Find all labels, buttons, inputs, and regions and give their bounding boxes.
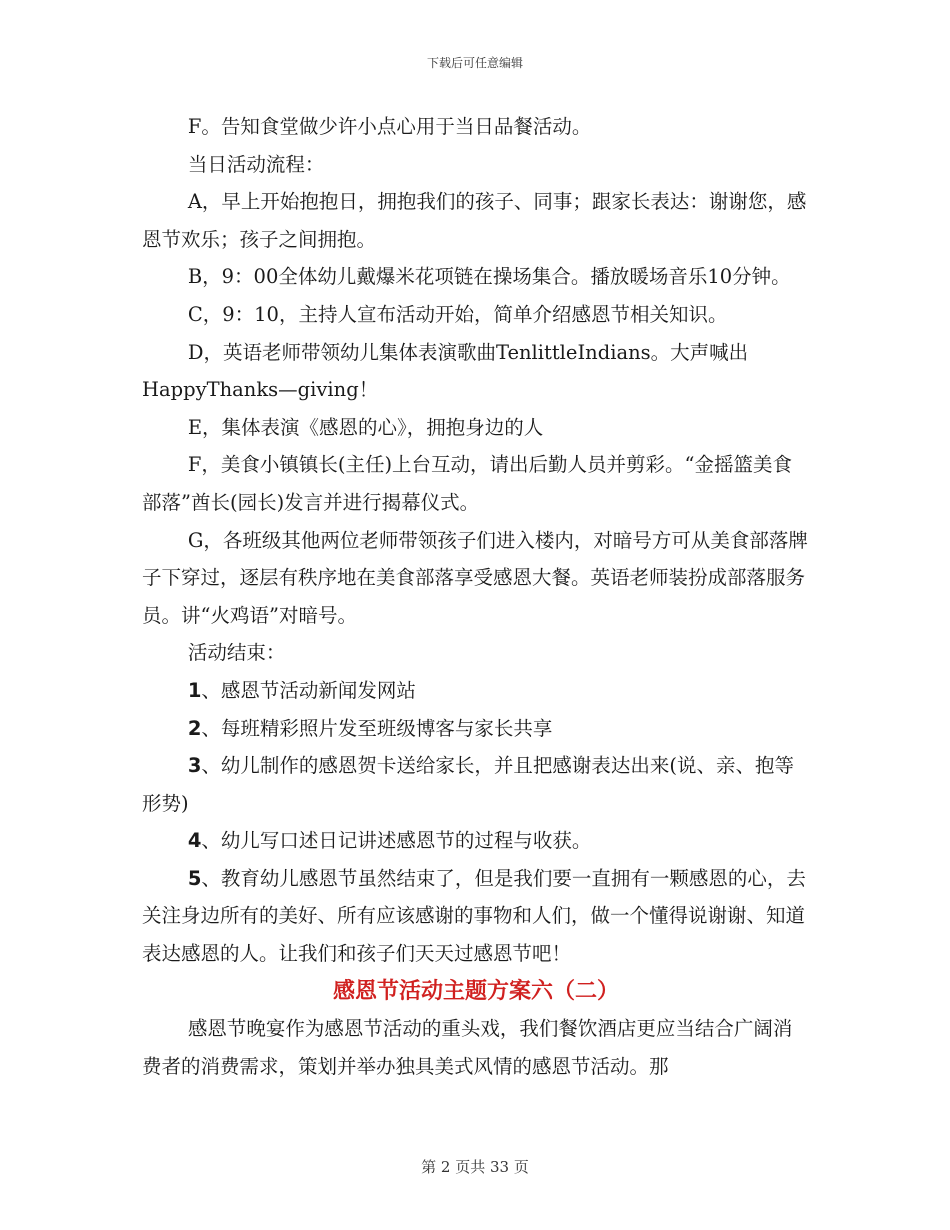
paragraph-b: B，9：00全体幼儿戴爆米花项链在操场集合。播放暖场音乐10分钟。 — [187, 265, 791, 289]
list-item-text: 、幼儿制作的感恩贺卡送给家长，并且把感谢表达出来(说、亲、抱等形势) — [142, 754, 794, 815]
list-item-number: 5 — [187, 866, 202, 890]
paragraph-end-title: 活动结束： — [187, 641, 286, 665]
paragraph-g: G，各班级其他两位老师带领孩子们进入楼内，对暗号方可从美食部落牌子下穿过，逐层有秩序地在美食部落享受感恩大餐。英语老师装扮成部落服务员。讲“火鸡语”对暗号。 — [142, 528, 808, 627]
list-item-number: 1 — [187, 678, 202, 702]
list-item-number: 2 — [187, 716, 202, 740]
page-footer: 第 2 页共 33 页 — [421, 1158, 529, 1176]
list-item — [142, 822, 810, 860]
paragraph-c: C，9：10，主持人宣布活动开始，简单介绍感恩节相关知识。 — [187, 302, 728, 326]
list-item-number: 3 — [187, 754, 202, 778]
paragraph-a: A，早上开始抱抱日，拥抱我们的孩子、同事；跟家长表达：谢谢您，感恩节欢乐；孩子之间拥抱。 — [142, 190, 807, 251]
list-item-text: 、每班精彩照片发至班级博客与家长共享 — [201, 716, 553, 740]
paragraph-f-mayor: F，美食小镇镇长(主任)上台互动，请出后勤人员并剪彩。“金摇篮美食部落”酋长(园长)发言并进行揭幕仪式。 — [142, 453, 793, 514]
list-item-number: 4 — [187, 829, 202, 853]
list-item — [142, 672, 810, 710]
document-body — [142, 108, 810, 1085]
section-heading: 感恩节活动主题方案六（二） — [332, 978, 619, 1004]
list-item-text: 、感恩节活动新闻发网站 — [201, 678, 416, 702]
list-item — [142, 747, 810, 822]
paragraph-final: 感恩节晚宴作为感恩节活动的重头戏，我们餐饮酒店更应当结合广阔消费者的消费需求，策划并举办独具美式风情的感恩节活动。那 — [142, 1017, 793, 1078]
paragraph-d: D，英语老师带领幼儿集体表演歌曲TenlittleIndians。大声喊出 — [187, 340, 749, 364]
page-header: 下载后可任意编辑 — [426, 56, 523, 70]
list-item — [142, 860, 810, 973]
list-item-text: 、幼儿写口述日记讲述感恩节的过程与收获。 — [201, 829, 592, 853]
list-item — [142, 710, 810, 748]
list-item-text: 、教育幼儿感恩节虽然结束了，但是我们要一直拥有一颗感恩的心，去关注身边所有的美好、所有应该感谢的事物和人们，做一个懂得说谢谢、知道表达感恩的人。让我们和孩子们天天过感恩节吧！ — [142, 866, 806, 966]
paragraph-d-continued: HappyThanks—giving！ — [142, 378, 379, 402]
paragraph-e: E，集体表演《感恩的心》，拥抱身边的人 — [187, 415, 544, 439]
paragraph-f-notice: F。告知食堂做少许小点心用于当日品餐活动。 — [187, 115, 592, 138]
paragraph-flow-title: 当日活动流程： — [187, 152, 325, 176]
